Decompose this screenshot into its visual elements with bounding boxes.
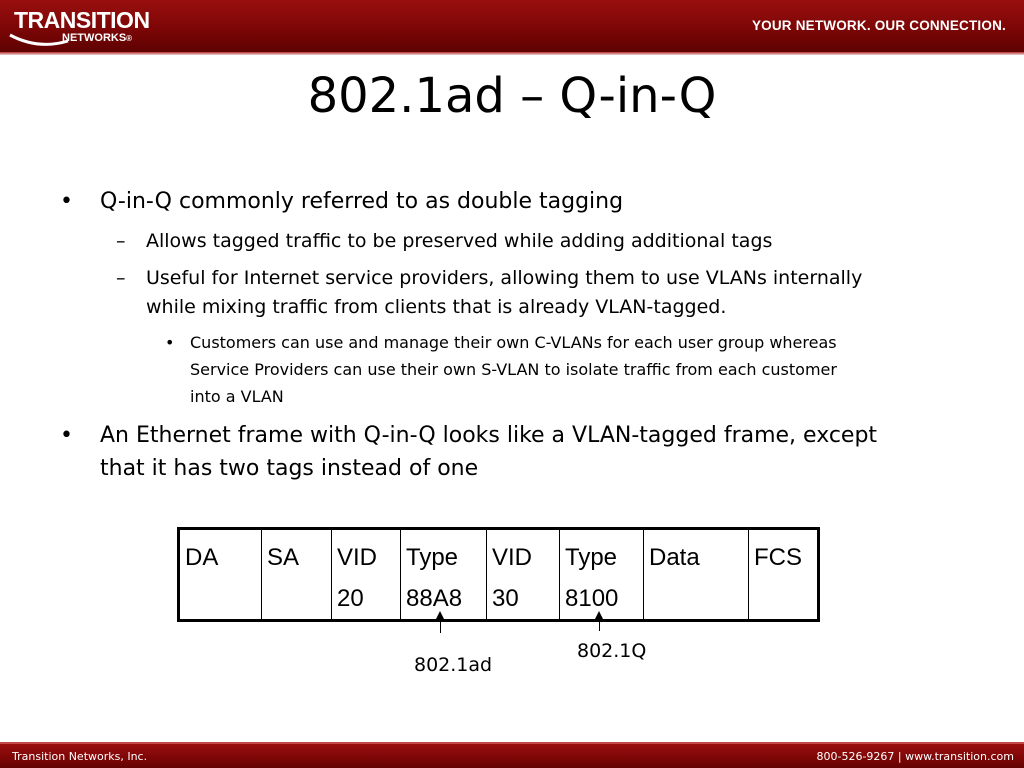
bullet-text: An Ethernet frame with Q-in-Q looks like a VLAN-tagged frame, except: [100, 423, 878, 448]
annotation-8021ad: 802.1ad: [414, 654, 493, 676]
footer-contact: 800-526-9267 | www.transition.com: [816, 750, 1014, 763]
frame-field-outer-vid: VID 20: [332, 529, 401, 621]
footer-company: Transition Networks, Inc.: [12, 750, 148, 763]
footer-bar: [0, 742, 1024, 768]
sub-sub-bullet-text-continued: Service Providers can use their own S-VLAN to isolate traffic from each customer: [190, 360, 837, 379]
bullet-marker: •: [60, 423, 73, 448]
frame-row: [179, 529, 819, 621]
header-tagline: YOUR NETWORK. OUR CONNECTION.: [751, 18, 1006, 33]
logo-subword: NETWORKS®: [62, 32, 133, 44]
frame-field-da: DA: [179, 529, 262, 621]
frame-field-data: Data: [644, 529, 749, 621]
frame-field-inner-type: Type 8100: [560, 529, 644, 621]
qinq-frame-diagram: [177, 527, 820, 622]
bullet-text-continued: that it has two tags instead of one: [100, 456, 479, 481]
sub-bullet-marker: –: [116, 267, 126, 289]
bullet-marker: •: [60, 189, 73, 214]
frame-field-sa: SA: [262, 529, 332, 621]
sub-bullet-text-continued: while mixing traffic from clients that is already VLAN-tagged.: [146, 296, 727, 318]
frame-field-fcs: FCS: [754, 544, 802, 571]
logo-wordmark: TRANSITION: [14, 7, 150, 33]
annotation-arrow-inner: [599, 617, 600, 631]
frame-field-inner-vid: VID 30: [487, 529, 560, 621]
sub-bullet-text: Allows tagged traffic to be preserved while adding additional tags: [146, 230, 773, 252]
annotation-arrow-outer: [440, 617, 441, 633]
sub-bullet-text: Useful for Internet service providers, allowing them to use VLANs internally: [146, 267, 863, 289]
sub-sub-bullet-text: Customers can use and manage their own C-VLANs for each user group whereas: [190, 333, 837, 352]
slide-title: 802.1ad – Q-in-Q: [307, 68, 717, 124]
sub-sub-bullet-marker: •: [165, 333, 175, 352]
sub-sub-bullet-text-continued: into a VLAN: [190, 387, 284, 406]
frame-field-outer-type: Type 88A8: [401, 529, 487, 621]
sub-bullet-marker: –: [116, 230, 126, 252]
bullet-text: Q-in-Q commonly referred to as double tagging: [100, 189, 624, 214]
annotation-8021q: 802.1Q: [577, 640, 647, 662]
